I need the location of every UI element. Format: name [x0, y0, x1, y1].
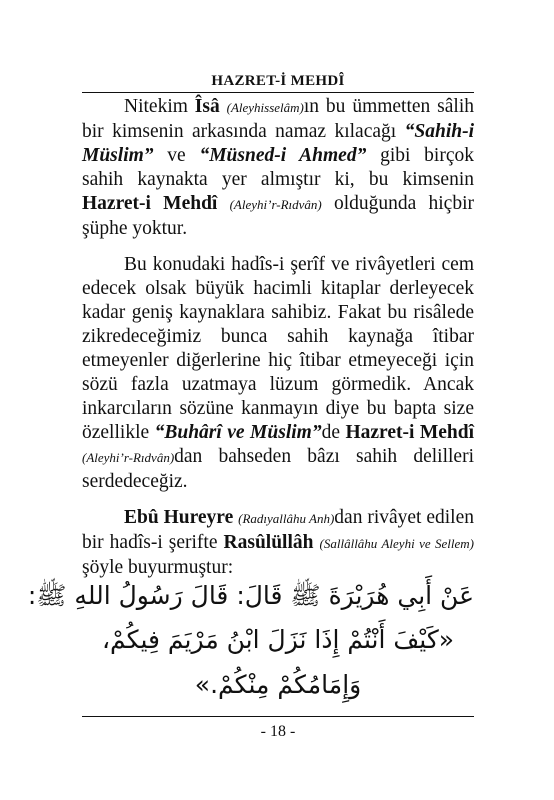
text-run: Bu konudaki hadîs-i şerîf ve rivâyetleri cem edecek olsak büyük hacimli kitaplar derleyecek kadar geniş kaynaklara sahibiz. Fakat bu risâlede zikredeceğimiz bunca sahih kaynağa îtibar etmeyenler diğerlerine hiç îtibar etmeyeceği için sözü fazla uzatmaya lüzum görmedik. Ancak inkarcıların sözüne kanmayın diye bu bapta size özellikle — [82, 254, 474, 443]
honorific: (Aleyhi’r-Rıdvân) — [229, 197, 322, 212]
text-run: ın bu ümmetten sâlih bir kimsenin arkasında namaz kılacağı — [82, 96, 475, 142]
text-run: gibi birçok sahih kaynakta yer almıştır ki, bu kimsenin — [82, 145, 475, 190]
text-run: de — [321, 422, 346, 443]
source-title: “Sahih-i Müslim” — [82, 121, 474, 166]
text-run: Nitekim — [124, 96, 195, 117]
honorific: (Radıyallâhu Anh) — [238, 511, 335, 526]
text-run: olduğunda hiçbir şüphe yoktur. — [82, 193, 475, 239]
arabic-line-2: «كَيْفَ أَنْتُمْ إِذَا نَزَلَ ابْنُ مَرْيَمَ فِيكُمْ، — [101, 625, 455, 654]
source-title: “Müsned-i Ahmed” — [199, 145, 367, 166]
paragraph-3 — [82, 506, 474, 580]
paragraph-1 — [82, 95, 474, 241]
name-isa: Îsâ — [194, 96, 220, 117]
honorific: (Aleyhisselâm) — [226, 100, 304, 115]
text-run: şöyle buyurmuştur: — [82, 557, 234, 578]
text-run: dan rivâyet edilen bir hadîs-i şerifte — [82, 507, 474, 553]
name-mehdi: Hazret-i Mehdî — [345, 422, 475, 443]
name-mehdi: Hazret-i Mehdî — [82, 193, 218, 214]
text-run: dan bahseden bâzı sahih delilleri serdedeceğiz. — [82, 446, 474, 492]
source-title: “Buhârî ve Müslim” — [154, 422, 322, 443]
page-number: - 18 - — [260, 723, 296, 740]
running-header: HAZRET-İ MEHDÎ — [211, 73, 345, 89]
name-ebu-hureyre: Ebû Hureyre — [124, 507, 234, 528]
header-divider — [82, 92, 474, 93]
name-rasulullah: Rasûlüllâh — [223, 532, 314, 553]
arabic-line-3: وَإِمَامُكُمْ مِنْكُمْ.» — [194, 670, 362, 699]
footer-divider — [82, 716, 474, 717]
arabic-line-1: عَنْ أَبِي هُرَيْرَةَ ﷺ قَالَ: قَالَ رَسُولُ اللهِ ﷺ: — [27, 581, 474, 610]
honorific: (Aleyhi’r-Rıdvân) — [82, 450, 175, 465]
body-text — [82, 95, 474, 580]
paragraph-2 — [82, 253, 474, 494]
text-run — [220, 96, 227, 117]
text-run — [217, 193, 229, 214]
text-run: ve — [153, 145, 200, 166]
honorific: (Sallâllâhu Aleyhi ve Sellem) — [319, 536, 474, 551]
